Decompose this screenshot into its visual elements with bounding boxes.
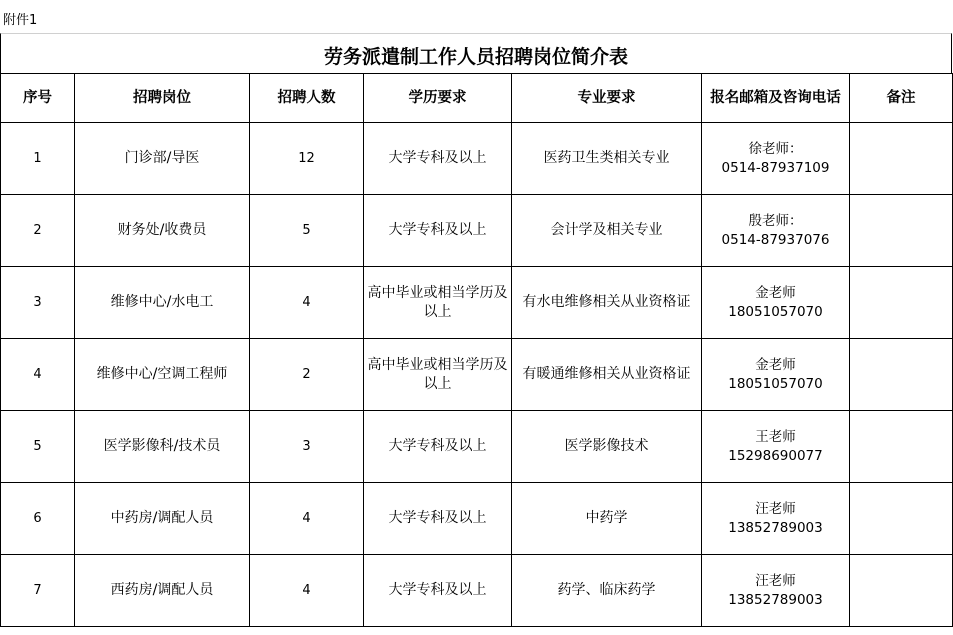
recruitment-table (0, 73, 953, 627)
cell-seq: 2 (1, 195, 75, 267)
contact-phone: 15298690077 (728, 447, 823, 464)
header-seq: 序号 (1, 74, 75, 123)
cell-count: 5 (250, 195, 364, 267)
contact-name: 金老师 (755, 356, 796, 373)
header-count: 招聘人数 (250, 74, 364, 123)
cell-contact (702, 483, 850, 555)
cell-major: 中药学 (512, 483, 702, 555)
header-remark: 备注 (850, 74, 953, 123)
cell-position: 维修中心/空调工程师 (75, 339, 250, 411)
header-row (1, 74, 953, 123)
contact-name: 金老师 (755, 284, 796, 301)
cell-seq: 7 (1, 555, 75, 627)
table-row (1, 483, 953, 555)
table-row (1, 195, 953, 267)
cell-count: 4 (250, 483, 364, 555)
contact-phone: 13852789003 (728, 591, 823, 608)
contact-name: 徐老师： (748, 140, 803, 157)
cell-contact (702, 123, 850, 195)
cell-position: 西药房/调配人员 (75, 555, 250, 627)
contact-phone: 18051057070 (728, 375, 823, 392)
cell-position: 财务处/收费员 (75, 195, 250, 267)
cell-seq: 1 (1, 123, 75, 195)
header-contact: 报名邮箱及咨询电话 (702, 74, 850, 123)
cell-position: 中药房/调配人员 (75, 483, 250, 555)
cell-major: 药学、临床药学 (512, 555, 702, 627)
header-position: 招聘岗位 (75, 74, 250, 123)
cell-major: 有水电维修相关从业资格证 (512, 267, 702, 339)
cell-position: 维修中心/水电工 (75, 267, 250, 339)
contact-phone: 0514-87937109 (721, 159, 830, 176)
cell-remark (850, 555, 953, 627)
cell-count: 2 (250, 339, 364, 411)
table-row (1, 339, 953, 411)
attachment-label: 附件1 (3, 13, 38, 28)
contact-phone: 18051057070 (728, 303, 823, 320)
cell-position: 医学影像科/技术员 (75, 411, 250, 483)
cell-count: 4 (250, 267, 364, 339)
cell-remark (850, 411, 953, 483)
cell-remark (850, 483, 953, 555)
cell-major: 医学影像技术 (512, 411, 702, 483)
cell-seq: 3 (1, 267, 75, 339)
cell-contact (702, 267, 850, 339)
cell-education: 大学专科及以上 (364, 555, 512, 627)
cell-remark (850, 339, 953, 411)
cell-contact (702, 339, 850, 411)
cell-education: 大学专科及以上 (364, 411, 512, 483)
header-major: 专业要求 (512, 74, 702, 123)
table-row (1, 123, 953, 195)
cell-position: 门诊部/导医 (75, 123, 250, 195)
contact-name: 殷老师： (748, 212, 803, 229)
cell-count: 3 (250, 411, 364, 483)
cell-remark (850, 195, 953, 267)
cell-education: 大学专科及以上 (364, 483, 512, 555)
contact-name: 汪老师 (755, 500, 796, 517)
contact-name: 王老师 (755, 428, 796, 445)
cell-major: 有暖通维修相关从业资格证 (512, 339, 702, 411)
title-row (0, 33, 952, 73)
cell-major: 医药卫生类相关专业 (512, 123, 702, 195)
cell-seq: 4 (1, 339, 75, 411)
cell-count: 4 (250, 555, 364, 627)
table-row (1, 267, 953, 339)
header-education: 学历要求 (364, 74, 512, 123)
cell-seq: 5 (1, 411, 75, 483)
cell-education: 高中毕业或相当学历及以上 (364, 339, 512, 411)
table-row (1, 411, 953, 483)
cell-major: 会计学及相关专业 (512, 195, 702, 267)
contact-phone: 13852789003 (728, 519, 823, 536)
contact-name: 汪老师 (755, 572, 796, 589)
cell-contact (702, 195, 850, 267)
contact-phone: 0514-87937076 (721, 231, 830, 248)
cell-count: 12 (250, 123, 364, 195)
cell-contact (702, 555, 850, 627)
cell-remark (850, 123, 953, 195)
cell-seq: 6 (1, 483, 75, 555)
cell-education: 大学专科及以上 (364, 195, 512, 267)
cell-education: 高中毕业或相当学历及以上 (364, 267, 512, 339)
cell-remark (850, 267, 953, 339)
table-row (1, 555, 953, 627)
cell-education: 大学专科及以上 (364, 123, 512, 195)
cell-contact (702, 411, 850, 483)
page-title: 劳务派遣制工作人员招聘岗位简介表 (323, 46, 628, 68)
